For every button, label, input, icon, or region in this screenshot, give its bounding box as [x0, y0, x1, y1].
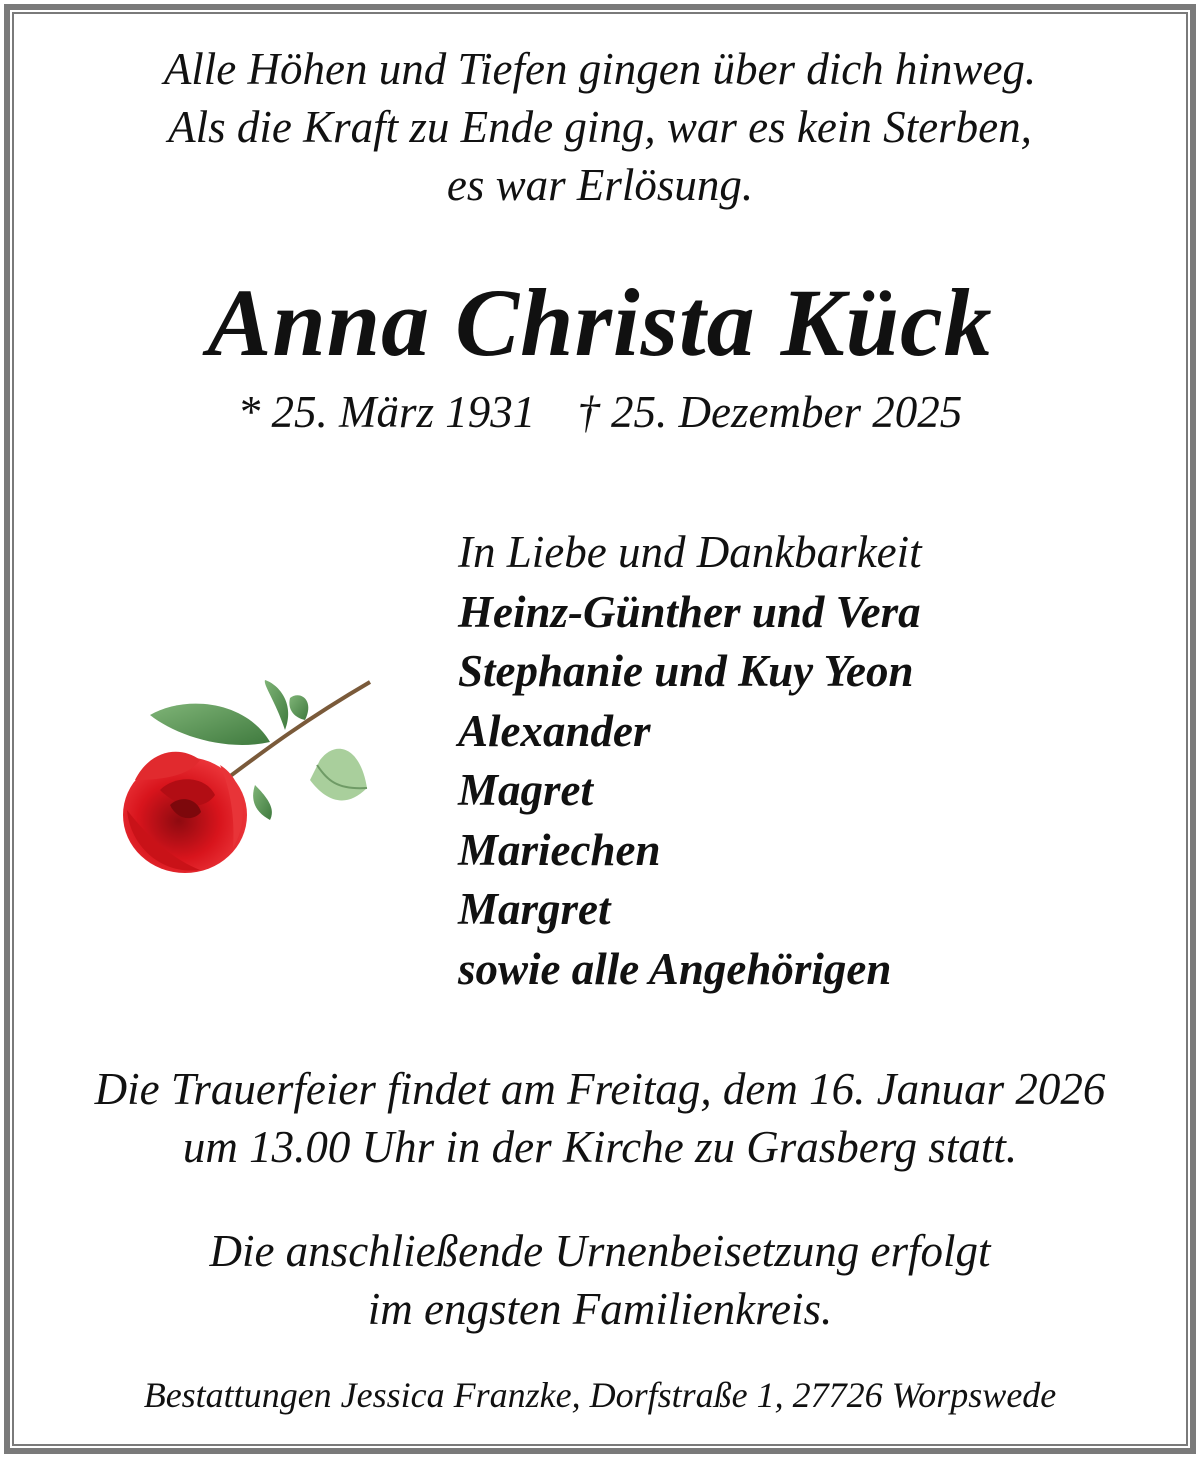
verse [0, 40, 1200, 214]
mourner-name: Stephanie und Kuy Yeon [458, 646, 914, 696]
birth-date: * 25. März 1931 [237, 387, 536, 437]
mourner-name: Heinz-Günther und Vera [458, 586, 921, 637]
mourner-name: Mariechen [458, 824, 661, 875]
red-rose-image [105, 670, 380, 885]
mourners-list [458, 523, 922, 999]
verse-line-3: es war Erlösung. [446, 160, 754, 210]
service-line-1: Die Trauerfeier findet am Freitag, dem 16. Januar 2026 [94, 1064, 1106, 1114]
burial-notice [0, 1222, 1200, 1338]
mourner-name: Alexander [458, 705, 651, 756]
burial-line-1: Die anschließende Urnenbeisetzung erfolgt [209, 1226, 991, 1276]
mourners-intro: In Liebe und Dankbarkeit [458, 527, 922, 577]
service-notice [0, 1060, 1200, 1176]
service-line-2: um 13.00 Uhr in der Kirche zu Grasberg statt. [182, 1122, 1018, 1172]
verse-line-2: Als die Kraft zu Ende ging, war es kein Sterben, [168, 102, 1032, 152]
deceased-name: Anna Christa Kück [207, 269, 993, 376]
mourner-name: Magret [458, 765, 593, 815]
mourner-name: sowie alle Angehörigen [458, 943, 892, 994]
verse-line-1: Alle Höhen und Tiefen gingen über dich hinweg. [163, 44, 1037, 94]
life-dates [0, 384, 1200, 440]
mourner-name: Margret [458, 884, 611, 934]
funeral-home-footer: Bestattungen Jessica Franzke, Dorfstraße 1, 27726 Worpswede [143, 1375, 1057, 1415]
burial-line-2: im engsten Familienkreis. [367, 1284, 833, 1334]
death-date: † 25. Dezember 2025 [577, 387, 963, 437]
